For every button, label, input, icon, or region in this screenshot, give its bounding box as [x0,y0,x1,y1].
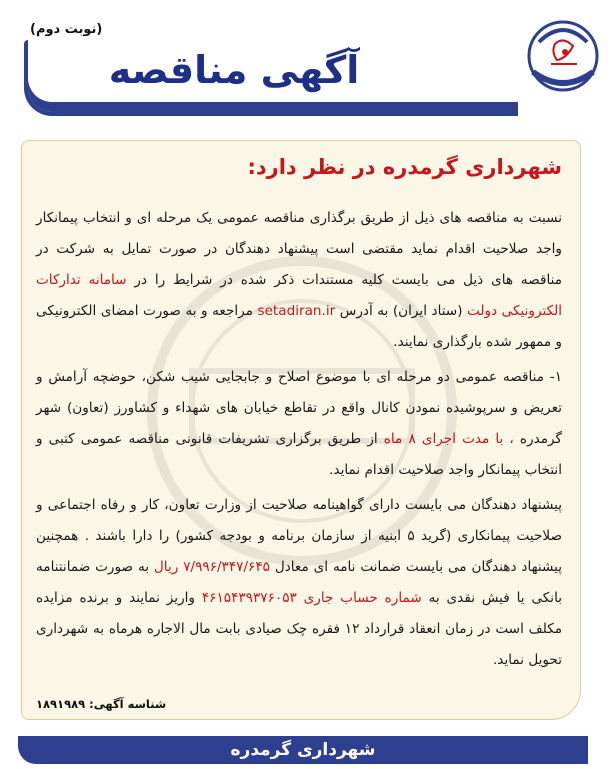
account-number: شماره حساب جاری ۴۶۱۵۴۳۹۳۷۶۰۵۳ [201,590,422,606]
item1-text-1: ۱- مناقصه عمومی دو مرحله ای با موضوع اصلاح و جابجایی شیب شکن، حوضچه آرامش و تعریض و سرپوشیده نمودن کانال واقع در تقاطع خیابان های شهداء و کشاورز (تعاون) شهر گرمدره [36,369,562,447]
publication-round-label: (نوبت دوم) [30,22,103,37]
notice-id: شناسه آگهی: ۱۸۹۱۹۸۹ [36,697,167,711]
item1-duration: ، با مدت اجرای ۸ ماه [383,431,514,447]
notice-heading: شهرداری گرمدره در نظر دارد: [247,155,562,179]
municipality-logo-icon [521,14,605,98]
req-text-3: واریز نمایند و برنده مزایده مکلف است در زمان انعقاد قرارداد ۱۲ فقره چک صیادی بابت مال الاجاره هرماه به شهرداری تحویل نماید. [36,590,562,668]
intro-text-3: مراجعه و به صورت امضای الکترونیکی و ممهور شده بارگذاری نمایند. [36,303,562,350]
intro-text-2: (ستاد ایران) به آدرس [335,303,468,319]
footer-banner [18,736,588,764]
notice-header [0,0,613,135]
website-link[interactable]: setadiran.ir [257,303,336,319]
guarantee-amount: ۷/۹۹۶/۳۴۷/۶۴۵ ریال [153,559,270,575]
intro-text-1: نسبت به مناقصه های ذیل از طریق برگذاری مناقصه عمومی یک مرحله ای و انتخاب پیمانکار واجد صلاحیت اقدام نماید مقتضی است پیشنهاد دهندگان در صورت تمایل به شرکت در مناقصه های ذیل می بایست کلیه مستندات ذکر شده در شرایط را در [36,210,562,288]
footer-org-name: شهرداری گرمدره [230,740,376,760]
notice-title: آگهی مناقصه [108,48,360,92]
intro-paragraph [36,203,562,358]
notice-panel [21,140,581,720]
requirements-paragraph [36,490,562,676]
system-name: سامانه تدارکات الکترونیکی دولت [36,272,562,319]
req-text-1: پیشنهاد دهندگان می بایست دارای گواهینامه صلاحیت از وزارت تعاون، کار و رفاه اجتماعی و صلاحیت پیمانکاری (گرید ۵ ابنیه از سازمان برنامه و بودجه کشور) را دارا باشند . همچنین پیشنهاد دهندگان می بایست ضمانت نامه ای معادل [36,497,562,575]
item1-text-2: از طریق برگزاری تشریفات قانونی مناقصه عمومی کتبی و انتخاب پیمانکار واجد صلاحیت اقدام نماید. [36,431,562,478]
tender-item-1 [36,362,562,486]
req-text-2: به صورت ضمانتنامه بانکی یا فیش نقدی به [36,559,563,606]
notice-body [36,203,562,680]
